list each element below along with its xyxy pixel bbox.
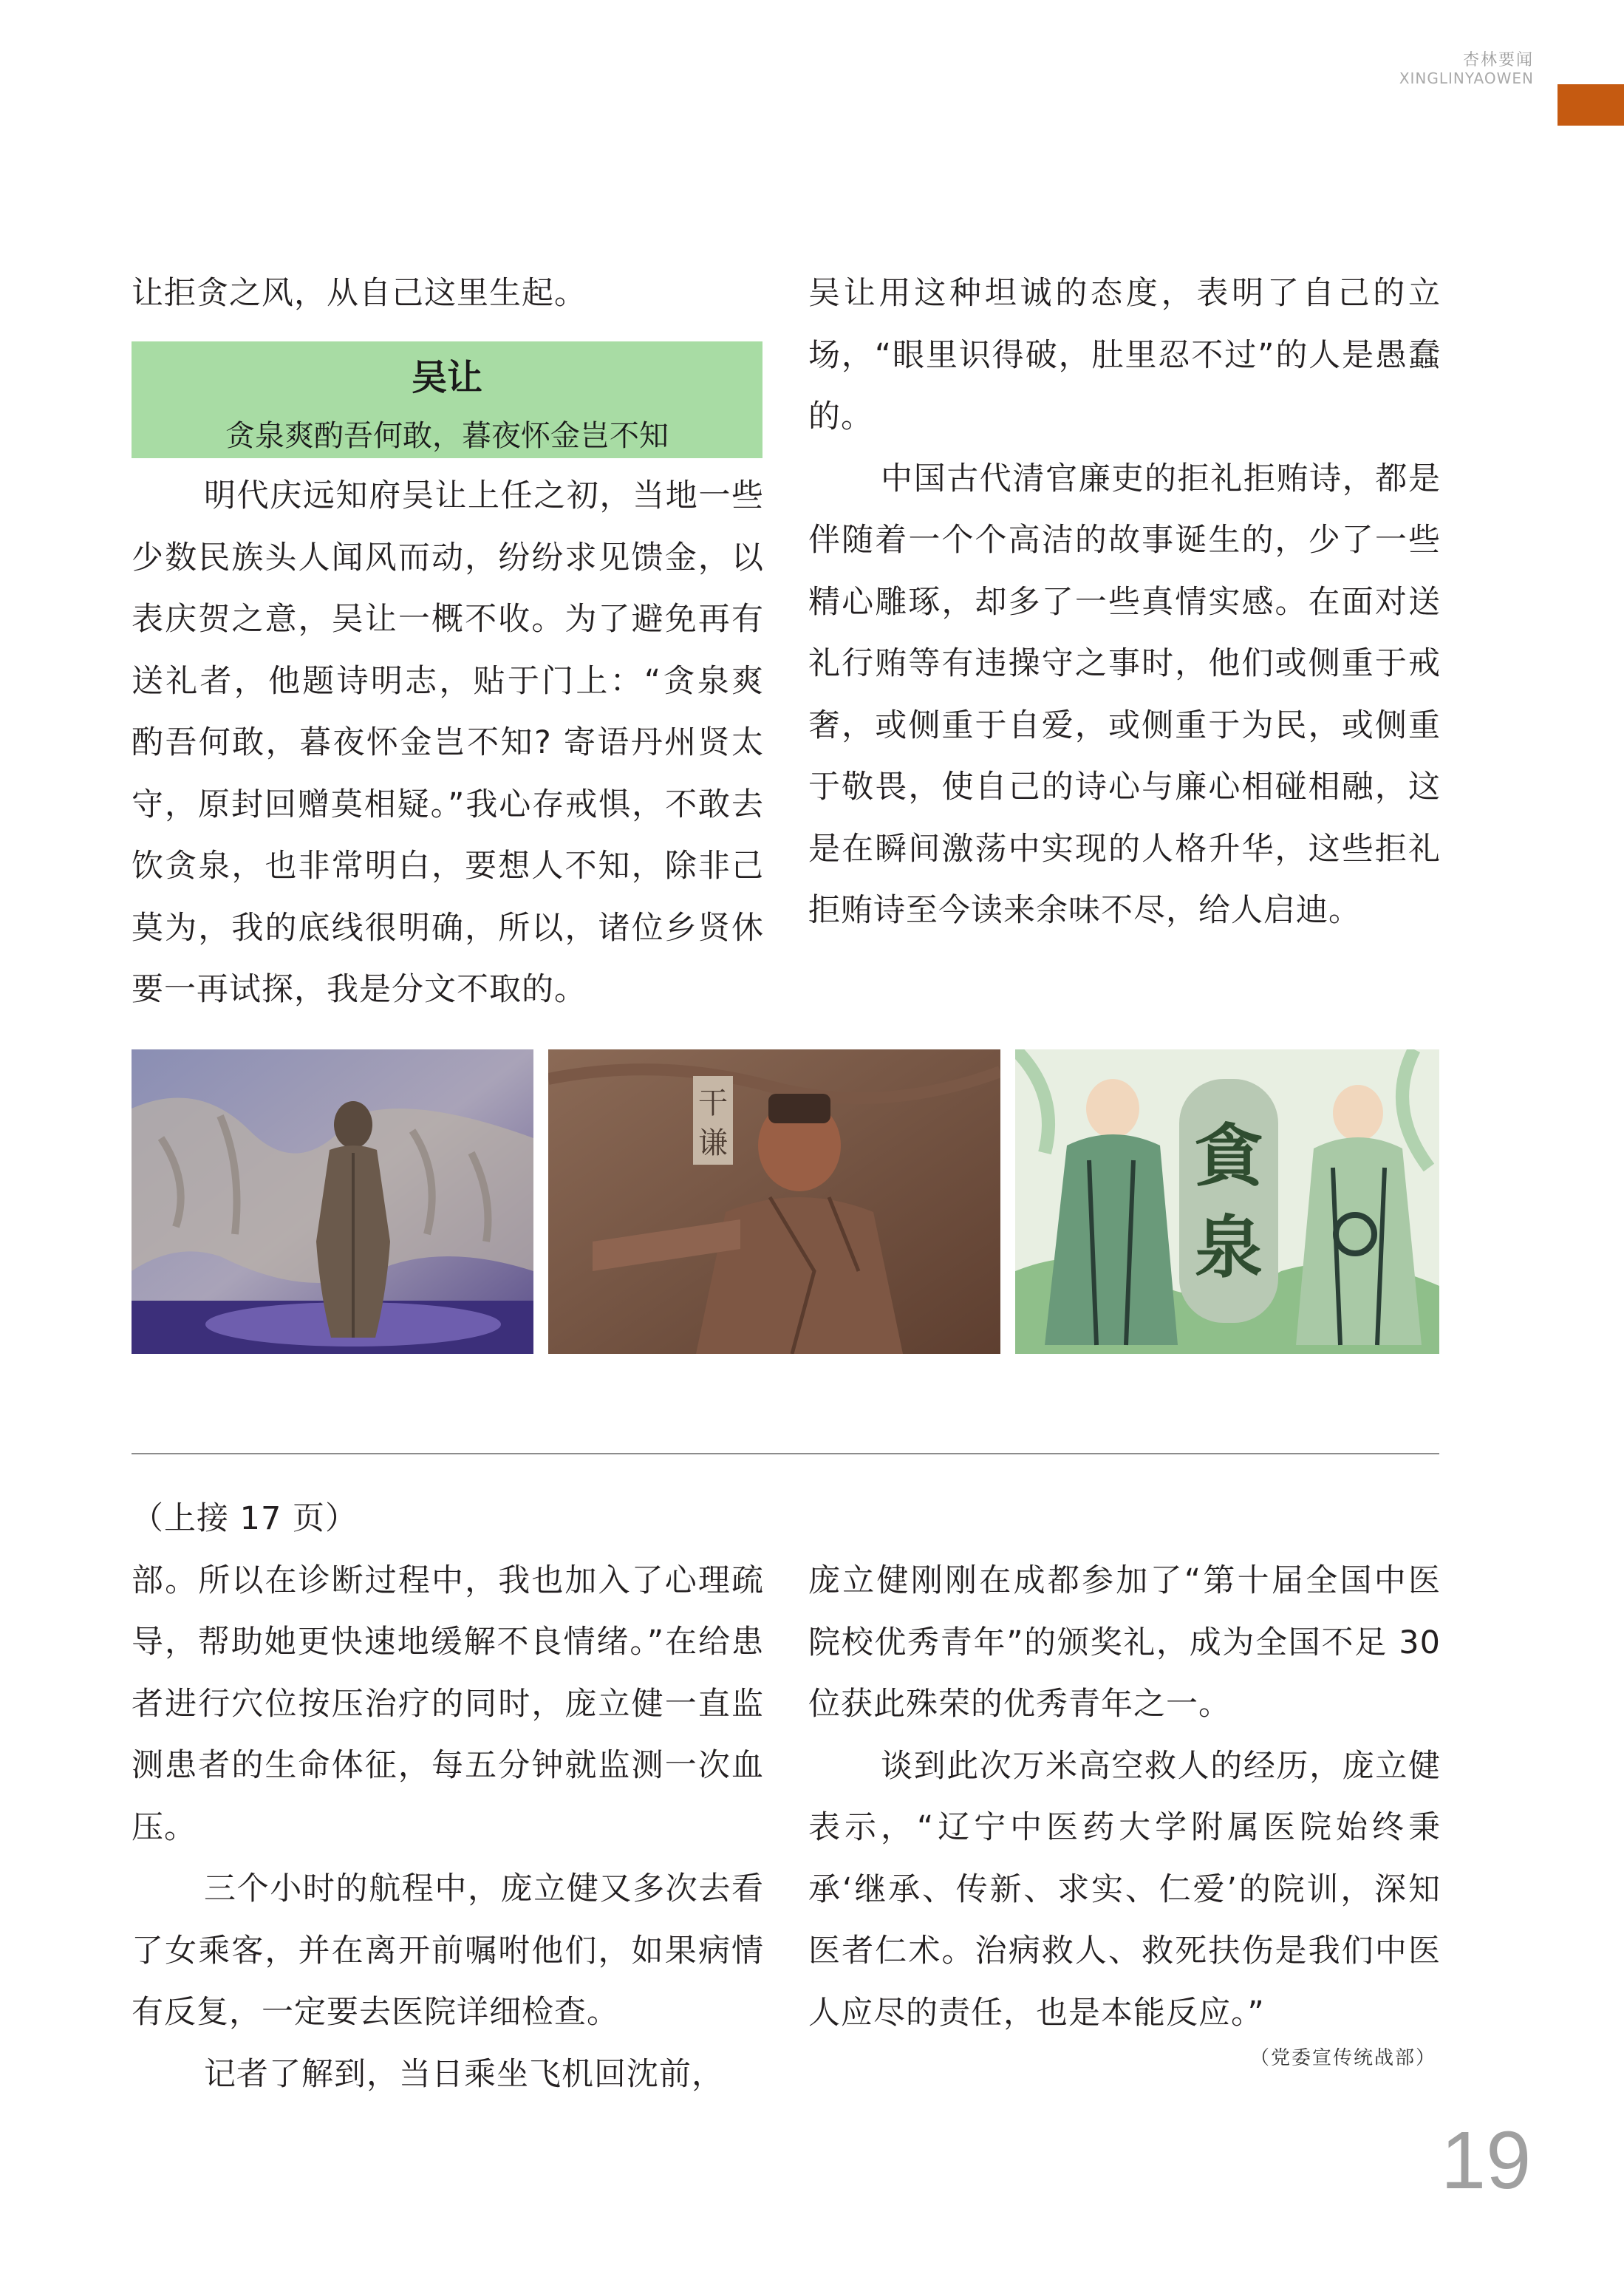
top-left-lead (132, 263, 774, 325)
bottom-left-paragraph-3: 记者了解到，当日乘坐飞机回沈前， (204, 2055, 724, 2093)
header-accent-bar (1558, 84, 1624, 126)
section-title: 杏林要闻 (1462, 51, 1534, 69)
stone-char-2: 泉 (1194, 1208, 1263, 1287)
bottom-right-paragraph-1: 庞立健刚刚在成都参加了“第十届全国中医院校优秀青年”的颁奖礼，成为全国不足 30 位获此殊荣的优秀青年之一。 (808, 1562, 1441, 1723)
right-paragraph-1: 吴让用这种坦诚的态度，表明了自己的立场，“眼里识得破，肚里忍不过”的人是愚蠢的。 (808, 275, 1441, 435)
section-subtitle: XINGLINYAOWEN (1399, 69, 1534, 87)
author-credit: （党委宣传统战部） (1250, 2047, 1437, 2069)
top-right-column (808, 263, 1441, 942)
stone-char-1: 貪 (1194, 1116, 1263, 1196)
wu-rang-paragraph: 明代庆远知府吴让上任之初，当地一些少数民族头人闻风而动，纷纷求见馈金，以表庆贺之意，吴让一概不收。为了避免再有送礼者，他题诗明志，贴于门上：“贪泉爽酌吾何敢，暮夜怀金岂不知? 寄语丹州贤太守，原封回赠莫相疑。”我心存戒惧，不敢去饮贪泉，也非常明白，要想人不知，除非己莫为，我的底线很明确，所以，诸位乡贤休要一再试探，我是分文不取的。 (132, 477, 764, 1008)
bottom-right-column (808, 1550, 1441, 2044)
right-paragraph-2: 中国古代清官廉吏的拒礼拒贿诗，都是伴随着一个个高洁的故事诞生的，少了一些精心雕琢，却多了一些真情实感。在面对送礼行贿等有违操守之事时，他们或侧重于戒奢，或侧重于自爱，或侧重于为民，或侧重于敬畏，使自己的诗心与廉心相碰相融，这是在瞬间激荡中实现的人格升华，这些拒礼拒贿诗至今读来余味不尽，给人启迪。 (808, 460, 1441, 929)
statue-photo (132, 1049, 533, 1354)
bottom-left-paragraph-1: 部。所以在诊断过程中，我也加入了心理疏导，帮助她更快速地缓解不良情绪。”在给患者进行穴位按压治疗的同时，庞立健一直监测患者的生命体征，每五分钟就监测一次血压。 (132, 1562, 764, 1846)
relief-carving-photo (548, 1049, 1000, 1354)
top-left-column (132, 466, 764, 1021)
page-number: 19 (1441, 2115, 1532, 2206)
box-title: 吴让 (411, 357, 482, 398)
lead-line: 让拒贪之风，从自己这里生起。 (132, 275, 587, 312)
continued-note: （上接 17 页） (132, 1500, 358, 1537)
tanquan-illustration (1015, 1049, 1439, 1354)
scroll-char-2: 谦 (698, 1126, 728, 1160)
poem-highlight-box (132, 341, 762, 458)
scroll-char-1: 干 (698, 1086, 728, 1120)
bottom-right-paragraph-2: 谈到此次万米高空救人的经历，庞立健表示，“辽宁中医药大学附属医院始终秉承‘继承、传新、求实、仁爱’的院训，深知医者仁术。治病救人、救死扶伤是我们中医人应尽的责任，也是本能反应。” (808, 1747, 1441, 2032)
section-divider (132, 1453, 1439, 1454)
box-subtitle: 贪泉爽酌吾何敢，暮夜怀金岂不知 (225, 419, 669, 453)
bottom-left-column (132, 1488, 764, 2105)
bottom-left-paragraph-2: 三个小时的航程中，庞立健又多次去看了女乘客，并在离开前嘱咐他们，如果病情有反复，一定要去医院详细检查。 (132, 1870, 764, 2031)
